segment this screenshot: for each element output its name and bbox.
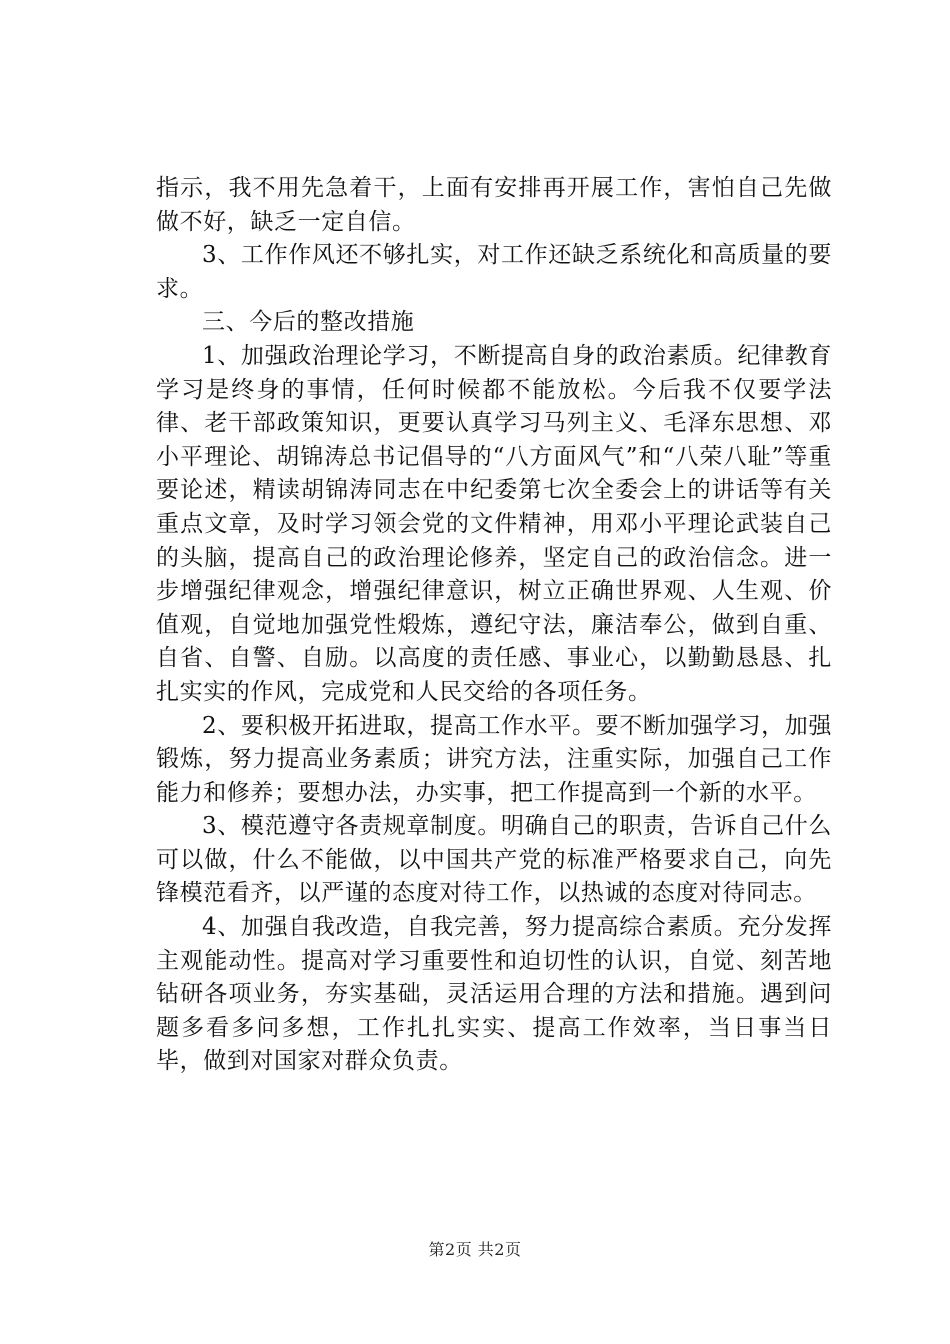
document-body [156,172,832,1079]
paragraph-5: 3、模范遵守各责规章制度。明确自己的职责，告诉自己什么可以做，什么不能做，以中国共产党的标准严格要求自己，向先锋模范看齐，以严谨的态度对待工作，以热诚的态度对待同志。 [156,813,832,907]
paragraph-2: 3、工作作风还不够扎实，对工作还缺乏系统化和高质量的要求。 [156,242,832,302]
section-heading: 三、今后的整改措施 [202,309,415,336]
paragraph-3: 1、加强政治理论学习，不断提高自身的政治素质。纪律教育学习是终身的事情，任何时候都不能放松。今后我不仅要学法律、老干部政策知识，更要认真学习马列主义、毛泽东思想、邓小平理论、胡锦涛总书记倡导的“八方面风气”和“八荣八耻”等重要论述，精读胡锦涛同志在中纪委第七次全委会上的讲话等有关重点文章，及时学习领会党的文件精神，用邓小平理论武装自己的头脑，提高自己的政治理论修养，坚定自己的政治信念。进一步增强纪律观念，增强纪律意识，树立正确世界观、人生观、价值观，自觉地加强党性煅炼，遵纪守法，廉洁奉公，做到自重、自省、自警、自励。以高度的责任感、事业心，以勤勤恳恳、扎扎实实的作风，完成党和人民交给的各项任务。 [156,342,832,705]
paragraph-4: 2、要积极开拓进取，提高工作水平。要不断加强学习，加强锻炼，努力提高业务素质；讲究方法，注重实际，加强自己工作能力和修养；要想办法，办实事，把工作提高到一个新的水平。 [156,712,832,806]
paragraph-6: 4、加强自我改造，自我完善，努力提高综合素质。充分发挥主观能动性。提高对学习重要性和迫切性的认识，自觉、刻苦地钻研各项业务，夯实基础，灵活运用合理的方法和措施。遇到问题多看多问多想，工作扎扎实实、提高工作效率，当日事当日毕，做到对国家对群众负责。 [156,914,832,1075]
page-footer: 第2页 共2页 [428,1240,522,1259]
paragraph-1: 指示，我不用先急着干，上面有安排再开展工作，害怕自己先做做不好，缺乏一定自信。 [156,175,832,235]
